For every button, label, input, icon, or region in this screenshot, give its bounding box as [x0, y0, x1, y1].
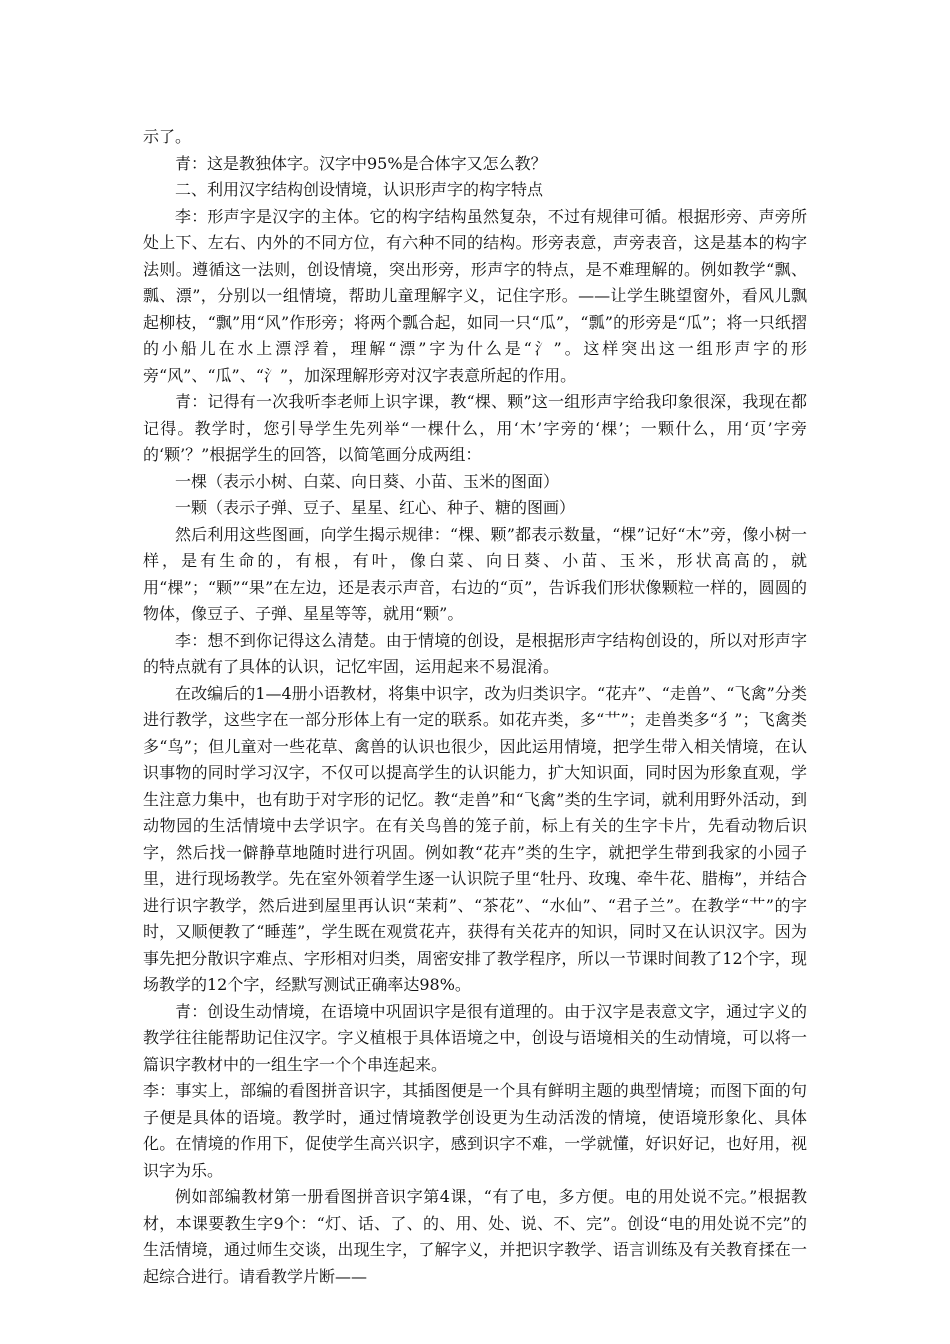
paragraph: 李：想不到你记得这么清楚。由于情境的创设，是根据形声字结构创设的，所以对形声字的特点就有了具体的认识，记忆牢固，运用起来不易混淆。 — [143, 630, 807, 676]
document-body — [143, 124, 807, 1290]
paragraph: 青：这是教独体字。汉字中95%是合体字又怎么教？ — [175, 153, 547, 173]
paragraph: 然后利用这些图画，向学生揭示规律：“棵、颗”都表示数量，“棵”记好“木”旁，像小树一样，是有生命的，有根，有叶，像白菜、向日葵、小苗、玉米，形状高高的，就用“棵”；“颗”“果”在左边，还是表示声音，右边的“页”，告诉我们形状像颗粒一样的，圆圆的物体，像豆子、子弹、星星等等，就用“颗”。 — [143, 524, 807, 623]
section-heading: 二、利用汉字结构创设情境，认识形声字的构字特点 — [175, 180, 544, 199]
paragraph: 李：事实上，部编的看图拼音识字，其插图便是一个具有鲜明主题的典型情境；而图下面的句子便是具体的语境。教学时，通过情境教学创设更为生动活泼的情境，使语境形象化、具体化。在情境的作用下，促使学生高兴识字，感到识字不难，一学就懂，好识好记，也好用，视识字为乐。 — [143, 1081, 807, 1180]
paragraph: 青：记得有一次我听李老师上识字课，教“棵、颗”这一组形声字给我印象很深，我现在都记得。教学时，您引导学生先列举“一棵什么，用‘木’字旁的‘棵’；一颗什么，用‘页’字旁的‘颗’？”根据学生的回答，以简笔画分成两组： — [143, 392, 807, 464]
paragraph: 一棵（表示小树、白菜、向日葵、小苗、玉米的图面） — [175, 471, 560, 491]
paragraph: 李：形声字是汉字的主体。它的构字结构虽然复杂，不过有规律可循。根据形旁、声旁所处上下、左右、内外的不同方位，有六种不同的结构。形旁表意，声旁表音，这是基本的构字法则。遵循这一法则，创设情境，突出形旁，形声字的特点，是不难理解的。例如教学“飘、瓢、漂”，分别以一组情境，帮助儿童理解字义，记住字形。——让学生眺望窗外，看风儿飘起柳枝，“飘”用“风”作形旁；将两个瓢合起，如同一只“瓜”，“瓢”的形旁是“瓜”；将一只纸摺的小船儿在水上漂浮着，理解“漂”字为什么是“氵”。这样突出这一组形声字的形旁“风”、“瓜”、“氵”，加深理解形旁对汉字表意所起的作用。 — [143, 206, 807, 385]
paragraph: 例如部编教材第一册看图拼音识字第4课，“有了电，多方便。电的用处说不完。”根据教材，本课要教生字9个：“灯、话、了、的、用、处、说、不、完”。创设“电的用处说不完”的生活情境，通过师生交谈，出现生字，了解字义，并把识字教学、语言训练及有关教育揉在一起综合进行。请看教学片断—— — [143, 1187, 807, 1286]
paragraph: 一颗（表示子弹、豆子、星星、红心、种子、糖的图画） — [175, 498, 576, 517]
paragraph: 在改编后的1—4册小语教材，将集中识字，改为归类识字。“花卉”、“走兽”、“飞禽”分类进行教学，这些字在一部分形体上有一定的联系。如花卉类，多“艹”；走兽类多“犭”；飞禽类多“鸟”；但儿童对一些花草、禽兽的认识也很少，因此运用情境，把学生带入相关情境，在认识事物的同时学习汉字，不仅可以提高学生的认识能力，扩大知识面，同时因为形象直观，学生注意力集中，也有助于对字形的记忆。教“走兽”和“飞禽”类的生字词，就利用野外活动，到动物园的生活情境中去学识字。在有关鸟兽的笼子前，标上有关的生字卡片，先看动物后识字，然后找一僻静草地随时进行巩固。例如教“花卉”类的生字，就把学生带到我家的小园子里，进行现场教学。先在室外领着学生逐一认识院子里“牡丹、玫瑰、牵牛花、腊梅”，并结合进行识字教学，然后进到屋里再认识“茉莉”、“茶花”、“水仙”、“君子兰”。在教学“艹”的字时，又顺便教了“睡莲”，学生既在观赏花卉，获得有关花卉的知识，同时又在认识汉字。因为事先把分散识字难点、字形相对归类，周密安排了教学程序，所以一节课时间教了12个字，现场教学的12个字，经默写测试正确率达98%。 — [143, 683, 807, 994]
paragraph: 示了。 — [143, 127, 192, 146]
paragraph: 青：创设生动情境，在语境中巩固识字是很有道理的。由于汉字是表意文字，通过字义的教学往往能帮助记住汉字。字义植根于具体语境之中，创设与语境相关的生动情境，可以将一篇识字教材中的一组生字一个个串连起来。 — [143, 1001, 807, 1074]
